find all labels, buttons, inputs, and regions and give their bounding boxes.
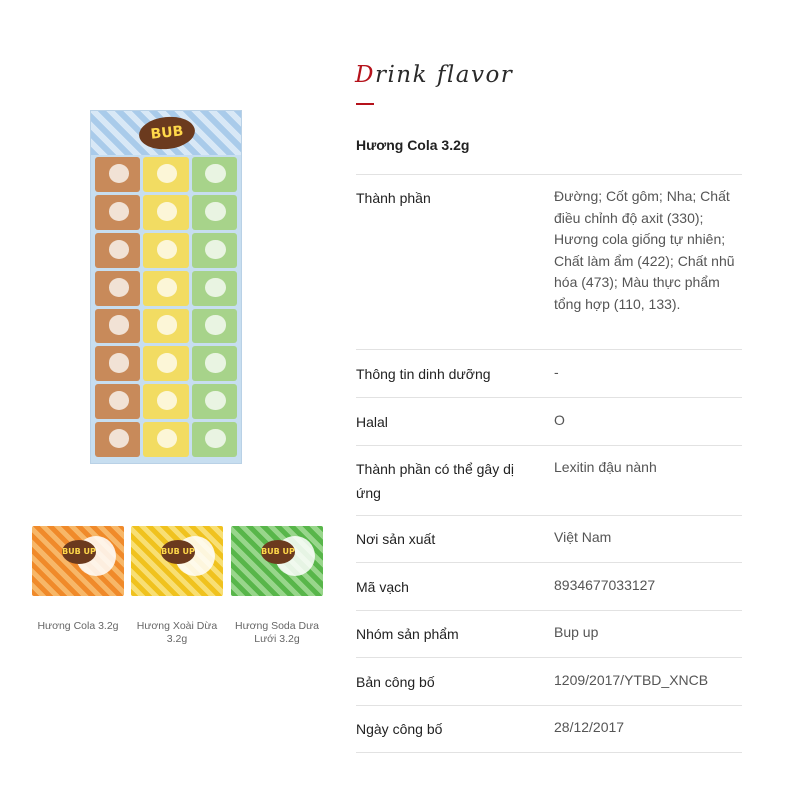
spec-value: - <box>554 364 559 380</box>
divider <box>356 657 742 658</box>
strip-pack-cola <box>95 157 140 192</box>
variant-caption: Hương Soda Dưa Lưới 3.2g <box>235 620 319 645</box>
spec-label: Thông tin dinh dưỡng <box>356 366 491 382</box>
title-accent-line <box>356 103 374 105</box>
strip-pack-soda <box>192 384 237 419</box>
variant-caption: Hương Xoài Dừa 3.2g <box>136 620 218 645</box>
strip-pack-cola <box>95 233 140 268</box>
spec-value: 28/12/2017 <box>554 719 625 735</box>
spec-value: Đường; Cốt gôm; Nha; Chất điều chỉnh độ axit (330); Hương cola giống tự nhiên; Chất làm ẩm (422); Chất nhũ hóa (473); Màu thực phẩm tổng hợp (110, 133). <box>554 188 735 312</box>
strip-pack-mango <box>143 346 188 381</box>
strip-pack-cola <box>95 271 140 306</box>
variant-cola[interactable] <box>32 526 124 633</box>
divider <box>356 349 742 350</box>
strip-pack-soda <box>192 233 237 268</box>
spec-label: Ngày công bố <box>356 721 443 737</box>
strip-pack-soda <box>192 346 237 381</box>
divider <box>356 397 742 398</box>
section-title <box>355 62 513 88</box>
strip-pack-mango <box>143 271 188 306</box>
divider <box>356 515 742 516</box>
strip-pack-soda <box>192 309 237 344</box>
strip-pack-cola <box>95 346 140 381</box>
strip-pack-cola <box>95 422 140 457</box>
variant-caption: Hương Cola 3.2g <box>37 620 119 632</box>
spec-row-ingredients <box>356 186 742 336</box>
strip-pack-mango <box>143 233 188 268</box>
divider <box>356 445 742 446</box>
spec-label: Mã vạch <box>356 579 409 595</box>
strip-pack-mango <box>143 309 188 344</box>
divider <box>356 174 742 175</box>
divider <box>356 705 742 706</box>
spec-value: Lexitin đậu nành <box>554 459 657 475</box>
strip-pack-grid <box>95 157 237 457</box>
spec-value: 1209/2017/YTBD_XNCB <box>554 672 709 688</box>
variant-mango-coconut[interactable] <box>131 526 223 646</box>
strip-header <box>91 111 241 155</box>
strip-pack-cola <box>95 309 140 344</box>
divider <box>356 752 742 753</box>
brand-logo: BUB <box>137 114 196 152</box>
variant-soda-image <box>231 526 323 596</box>
brand-logo: BUB UP <box>62 540 96 564</box>
strip-pack-soda <box>192 157 237 192</box>
spec-label: Nhóm sản phẩm <box>356 626 459 642</box>
strip-pack-soda <box>192 271 237 306</box>
variant-cola-image <box>32 526 124 596</box>
spec-value: Bup up <box>554 624 599 640</box>
variant-mango-image <box>131 526 223 596</box>
strip-pack-mango <box>143 422 188 457</box>
strip-pack-mango <box>143 195 188 230</box>
spec-label: Thành phần có thể gây dị ứng <box>356 461 515 501</box>
brand-logo: BUB UP <box>261 540 295 564</box>
spec-label: Thành phần <box>356 190 431 206</box>
spec-value: 8934677033127 <box>554 577 656 593</box>
divider <box>356 562 742 563</box>
strip-pack-soda <box>192 195 237 230</box>
strip-pack-cola <box>95 384 140 419</box>
title-initial: D <box>355 62 375 88</box>
brand-logo: BUB UP <box>161 540 195 564</box>
product-name: Hương Cola 3.2g <box>356 137 470 153</box>
variant-soda-melon[interactable] <box>231 526 323 646</box>
strip-pack-mango <box>143 157 188 192</box>
spec-label: Bản công bố <box>356 674 435 690</box>
spec-value: Việt Nam <box>554 529 612 545</box>
strip-pack-cola <box>95 195 140 230</box>
divider <box>356 610 742 611</box>
strip-pack-soda <box>192 422 237 457</box>
title-rest: rink flavor <box>374 62 514 88</box>
spec-label: Nơi sản xuất <box>356 531 436 547</box>
spec-value: O <box>554 412 565 428</box>
strip-pack-mango <box>143 384 188 419</box>
product-strip-image <box>90 110 242 464</box>
spec-label: Halal <box>356 414 388 430</box>
